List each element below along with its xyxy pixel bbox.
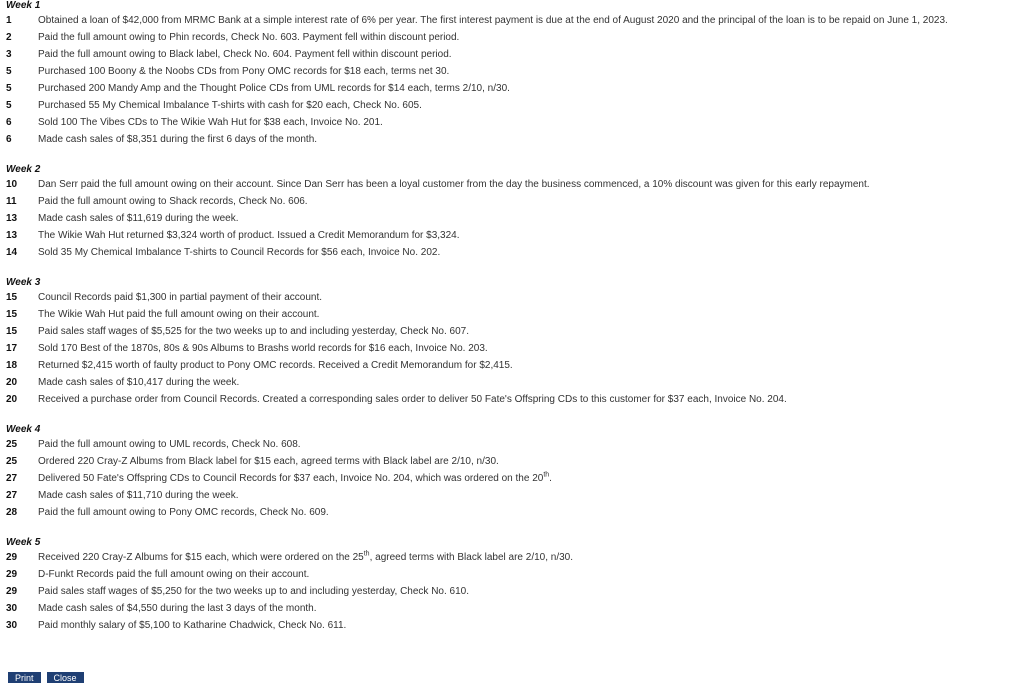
transaction-day: 1 bbox=[6, 15, 12, 26]
transaction-text: Ordered 220 Cray-Z Albums from Black label for $15 each, agreed terms with Black label are 2/10, n/30. bbox=[38, 456, 499, 467]
transaction-description bbox=[38, 306, 319, 323]
transaction-text: Made cash sales of $11,619 during the week. bbox=[38, 213, 239, 224]
week-section bbox=[6, 277, 1022, 408]
transaction-day: 15 bbox=[6, 309, 18, 320]
transaction-day: 20 bbox=[6, 394, 18, 405]
transaction-text: Sold 35 My Chemical Imbalance T-shirts to Council Records for $56 each, Invoice No. 202. bbox=[38, 247, 441, 258]
transaction-description bbox=[38, 244, 440, 261]
transaction-text: Council Records paid $1,300 in partial payment of their account. bbox=[38, 292, 323, 303]
week-section bbox=[6, 424, 1022, 521]
transaction-description bbox=[38, 504, 329, 521]
transaction-day: 15 bbox=[6, 292, 18, 303]
transaction-row bbox=[6, 453, 1022, 470]
transaction-day: 29 bbox=[6, 569, 18, 580]
transaction-description bbox=[38, 323, 469, 340]
transaction-row bbox=[6, 12, 1022, 29]
transaction-row bbox=[6, 114, 1022, 131]
transaction-description bbox=[38, 374, 239, 391]
transaction-day: 5 bbox=[6, 83, 12, 94]
transaction-day: 15 bbox=[6, 326, 18, 337]
transaction-row bbox=[6, 391, 1022, 408]
transaction-text-tail: . bbox=[549, 473, 552, 484]
transaction-row bbox=[6, 80, 1022, 97]
transaction-description bbox=[38, 193, 308, 210]
transaction-text: Paid sales staff wages of $5,250 for the two weeks up to and including yesterday, Check No. 610. bbox=[38, 586, 469, 597]
transaction-row bbox=[6, 210, 1022, 227]
week-title: Week 4 bbox=[6, 424, 41, 435]
transaction-text: Delivered 50 Fate's Offspring CDs to Council Records for $37 each, Invoice No. 204, which was ordered on the 20 bbox=[38, 473, 544, 484]
transaction-row bbox=[6, 340, 1022, 357]
transaction-text: Purchased 200 Mandy Amp and the Thought Police CDs from UML records for $14 each, terms 2/10, n/30. bbox=[38, 83, 510, 94]
transaction-day: 20 bbox=[6, 377, 18, 388]
transaction-row bbox=[6, 323, 1022, 340]
button-bar bbox=[8, 672, 84, 683]
transaction-day: 13 bbox=[6, 230, 18, 241]
transaction-row bbox=[6, 374, 1022, 391]
transaction-row bbox=[6, 176, 1022, 193]
transaction-day: 25 bbox=[6, 439, 18, 450]
transaction-row bbox=[6, 436, 1022, 453]
week-title: Week 5 bbox=[6, 537, 41, 548]
transaction-description bbox=[38, 29, 459, 46]
transaction-row bbox=[6, 600, 1022, 617]
transaction-text: The Wikie Wah Hut returned $3,324 worth of product. Issued a Credit Memorandum for $3,324. bbox=[38, 230, 460, 241]
transaction-day: 5 bbox=[6, 100, 12, 111]
transaction-row bbox=[6, 306, 1022, 323]
transaction-row bbox=[6, 289, 1022, 306]
transaction-description bbox=[38, 617, 346, 634]
transaction-description bbox=[38, 470, 552, 487]
transaction-day: 14 bbox=[6, 247, 18, 258]
week-spacer bbox=[6, 148, 1022, 164]
transaction-text: Paid the full amount owing to UML records, Check No. 608. bbox=[38, 439, 301, 450]
transaction-description bbox=[38, 176, 870, 193]
week-section bbox=[6, 537, 1022, 634]
transaction-text-tail: , agreed terms with Black label are 2/10, n/30. bbox=[369, 552, 574, 563]
transaction-day: 27 bbox=[6, 473, 18, 484]
transaction-row bbox=[6, 244, 1022, 261]
transaction-day: 28 bbox=[6, 507, 18, 518]
week-title: Week 2 bbox=[6, 164, 41, 175]
transaction-description bbox=[38, 357, 513, 374]
transaction-description bbox=[38, 63, 449, 80]
close-button[interactable]: Close bbox=[47, 672, 84, 683]
transaction-day: 29 bbox=[6, 552, 18, 563]
transaction-day: 25 bbox=[6, 456, 18, 467]
transaction-description bbox=[38, 289, 322, 306]
week-spacer bbox=[6, 261, 1022, 277]
transaction-description bbox=[38, 340, 488, 357]
transaction-row bbox=[6, 131, 1022, 148]
week-section bbox=[6, 0, 1022, 148]
transaction-day: 30 bbox=[6, 620, 18, 631]
transaction-row bbox=[6, 487, 1022, 504]
week-title: Week 3 bbox=[6, 277, 41, 288]
transaction-row bbox=[6, 549, 1022, 566]
transaction-day: 13 bbox=[6, 213, 18, 224]
transaction-row bbox=[6, 583, 1022, 600]
transaction-day: 27 bbox=[6, 490, 18, 501]
week-spacer bbox=[6, 408, 1022, 424]
transaction-day: 2 bbox=[6, 32, 12, 43]
transaction-text: Made cash sales of $4,550 during the last 3 days of the month. bbox=[38, 603, 317, 614]
transaction-text: Paid the full amount owing to Black label, Check No. 604. Payment fell within discount period. bbox=[38, 49, 452, 60]
ordinal-suffix: th bbox=[363, 550, 370, 558]
transaction-text: Paid sales staff wages of $5,525 for the two weeks up to and including yesterday, Check No. 607. bbox=[38, 326, 469, 337]
transaction-text: Paid monthly salary of $5,100 to Katharine Chadwick, Check No. 611. bbox=[38, 620, 347, 631]
transaction-day: 10 bbox=[6, 179, 18, 190]
transaction-text: Paid the full amount owing to Shack records, Check No. 606. bbox=[38, 196, 308, 207]
transaction-day: 11 bbox=[6, 196, 17, 207]
transaction-text: Paid the full amount owing to Pony OMC records, Check No. 609. bbox=[38, 507, 329, 518]
transaction-description bbox=[38, 12, 948, 29]
transaction-description bbox=[38, 97, 422, 114]
transaction-day: 3 bbox=[6, 49, 12, 60]
transaction-description bbox=[38, 487, 239, 504]
transaction-day: 6 bbox=[6, 134, 12, 145]
transaction-description bbox=[38, 600, 317, 617]
transaction-day: 17 bbox=[6, 343, 18, 354]
week-spacer bbox=[6, 521, 1022, 537]
transaction-day: 29 bbox=[6, 586, 18, 597]
transaction-description bbox=[38, 453, 499, 470]
transaction-text: Received a purchase order from Council Records. Created a corresponding sales order to deliver 50 Fate's Offspring CDs to this customer for $37 each, Invoice No. 204. bbox=[38, 394, 787, 405]
transaction-description bbox=[38, 131, 317, 148]
transaction-text: D-Funkt Records paid the full amount owing on their account. bbox=[38, 569, 310, 580]
transaction-row bbox=[6, 566, 1022, 583]
transaction-text: Sold 100 The Vibes CDs to The Wikie Wah Hut for $38 each, Invoice No. 201. bbox=[38, 117, 383, 128]
transaction-text: Made cash sales of $11,710 during the week. bbox=[38, 490, 239, 501]
transaction-row bbox=[6, 470, 1022, 487]
transaction-text: Made cash sales of $8,351 during the first 6 days of the month. bbox=[38, 134, 318, 145]
transaction-text: Sold 170 Best of the 1870s, 80s & 90s Albums to Brashs world records for $16 each, Invoice No. 203. bbox=[38, 343, 488, 354]
transaction-description bbox=[38, 566, 309, 583]
transaction-row bbox=[6, 63, 1022, 80]
transaction-text: Purchased 100 Boony & the Noobs CDs from Pony OMC records for $18 each, terms net 30. bbox=[38, 66, 450, 77]
transaction-row bbox=[6, 617, 1022, 634]
transaction-description bbox=[38, 391, 787, 408]
transaction-row bbox=[6, 227, 1022, 244]
transaction-day: 6 bbox=[6, 117, 12, 128]
transaction-text: Obtained a loan of $42,000 from MRMC Bank at a simple interest rate of 6% per year. The first interest payment is due at the end of August 2020 and the principal of the loan is to be repaid on June 1, 2023. bbox=[38, 15, 948, 26]
transaction-day: 18 bbox=[6, 360, 18, 371]
print-button[interactable]: Print bbox=[8, 672, 41, 683]
transaction-text: Paid the full amount owing to Phin records, Check No. 603. Payment fell within discount period. bbox=[38, 32, 460, 43]
transaction-row bbox=[6, 193, 1022, 210]
week-title: Week 1 bbox=[6, 0, 41, 11]
transaction-text: Made cash sales of $10,417 during the week. bbox=[38, 377, 240, 388]
transaction-row bbox=[6, 46, 1022, 63]
transaction-text: Purchased 55 My Chemical Imbalance T-shirts with cash for $20 each, Check No. 605. bbox=[38, 100, 422, 111]
transaction-text: The Wikie Wah Hut paid the full amount owing on their account. bbox=[38, 309, 320, 320]
transaction-row bbox=[6, 504, 1022, 521]
transaction-description bbox=[38, 114, 383, 131]
week-section bbox=[6, 164, 1022, 261]
transaction-row bbox=[6, 97, 1022, 114]
transaction-row bbox=[6, 357, 1022, 374]
transaction-text: Dan Serr paid the full amount owing on their account. Since Dan Serr has been a loyal customer from the day the business commenced, a 10% discount was given for this early repayment. bbox=[38, 179, 870, 190]
transaction-description bbox=[38, 583, 469, 600]
transaction-day: 30 bbox=[6, 603, 18, 614]
transaction-text: Returned $2,415 worth of faulty product to Pony OMC records. Received a Credit Memorandum for $2,415. bbox=[38, 360, 513, 371]
transaction-row bbox=[6, 29, 1022, 46]
transaction-description bbox=[38, 46, 452, 63]
transaction-description bbox=[38, 210, 239, 227]
transaction-description bbox=[38, 436, 301, 453]
transaction-day: 5 bbox=[6, 66, 12, 77]
ordinal-suffix: th bbox=[543, 471, 550, 479]
transaction-description bbox=[38, 80, 510, 97]
transaction-description bbox=[38, 227, 460, 244]
transaction-description bbox=[38, 549, 573, 566]
transactions-list bbox=[6, 0, 1022, 634]
transaction-text: Received 220 Cray-Z Albums for $15 each, which were ordered on the 25 bbox=[38, 552, 364, 563]
